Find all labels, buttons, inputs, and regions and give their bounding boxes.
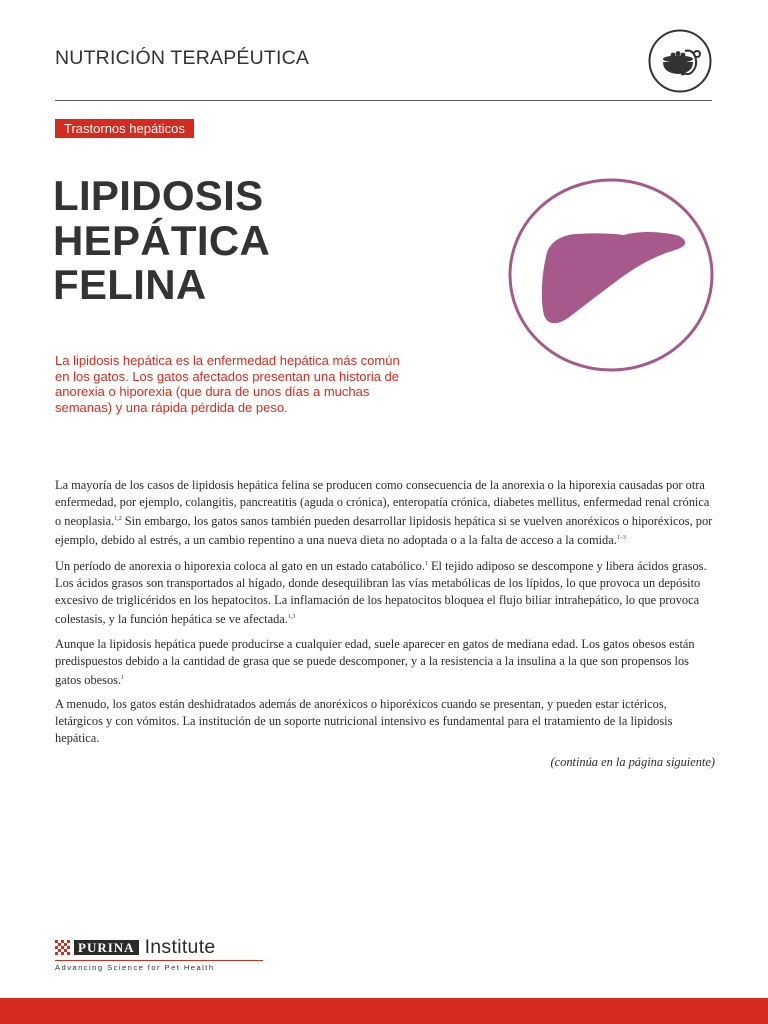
reference-marker: 1 <box>424 561 428 568</box>
brand-tagline: Advancing Science for Pet Health <box>55 963 215 972</box>
body-paragraph: La mayoría de los casos de lipidosis hepática felina se producen como consecuencia de la anorexia o la hiporexia causadas por otra enfermedad, por ejemplo, colangitis, pancreatitis (aguda o crónica), enteropatía crónica, diabetes mellitus, enfermedad renal crónica o neoplasia.$^{1,2}$ Sin embargo, los gatos sanos también pueden desarrollar lipidosis hepática si se vuelven anoréxicos o hiporéxicos, por ejemplo, debido al estrés, a un cambio repentino a una nueva dieta no adoptada o a la falta de acceso a la comida.$^{1-3}$ <box>55 478 713 548</box>
reference-marker: 1 <box>121 674 125 681</box>
brand-suffix: Institute <box>144 935 216 958</box>
footer-bar <box>0 998 768 1024</box>
reference-marker: 1,2 <box>114 516 122 522</box>
body-text <box>55 477 715 778</box>
logo-underline <box>55 960 263 961</box>
category-tag: Trastornos hepáticos <box>55 119 194 138</box>
body-paragraph: Aunque la lipidosis hepática puede producirse a cualquier edad, suele aparecer en gatos de mediana edad. Los gatos obesos están predispuestos debido a la cantidad de grasa que se puede descomponer, y a la resistencia a la insulina a la que son propensos los gatos obesos.$^1$ <box>55 636 695 687</box>
liver-icon <box>508 177 714 373</box>
section-title: NUTRICIÓN TERAPÉUTICA <box>55 47 310 69</box>
continued-note: (continúa en la página siguiente) <box>550 754 715 769</box>
checkerboard-icon <box>55 940 70 955</box>
purina-institute-logo <box>55 936 285 976</box>
intro-paragraph: La lipidosis hepática es la enfermedad hepática más común en los gatos. Los gatos afectados presentan una historia de anorexia o hiporexia (que dura de unos días a muchas semanas) y una rápida pérdida de peso. <box>55 353 400 416</box>
title-line: HEPÁTICA <box>53 216 271 264</box>
body-paragraph: Un período de anorexia o hiporexia coloca al gato en un estado catabólico.$^1$ El tejido adiposo se descompone y libera ácidos grasos. Los ácidos grasos son transportados al hígado, donde desequilibran las vías metabólicas de los lípidos, lo que provoca un depósito excesivo de triglicéridos en los hepatocitos. La inflamación de los hepatocitos bloquea el flujo biliar intrahepático, lo que provoca colestasis, y la función hepática se ve afectada.$^{1,3}$ <box>55 559 707 627</box>
reference-marker: 1,3 <box>287 614 296 621</box>
title-line: FELINA <box>53 261 207 308</box>
main-title <box>53 174 270 308</box>
brand-name: PURINA <box>74 940 139 955</box>
header-divider <box>55 100 712 101</box>
pet-bowl-stethoscope-icon <box>648 29 712 93</box>
reference-marker: 1–3 <box>616 535 626 542</box>
body-paragraph: A menudo, los gatos están deshidratados además de anoréxicos o hiporéxicos cuando se presentan, y pueden estar ictéricos, letárgicos y con vómitos. La institución de un soporte nutricional intensivo es fundamental para el tratamiento de la lipidosis hepática. <box>55 696 673 745</box>
title-line: LIPIDOSIS <box>53 172 264 219</box>
